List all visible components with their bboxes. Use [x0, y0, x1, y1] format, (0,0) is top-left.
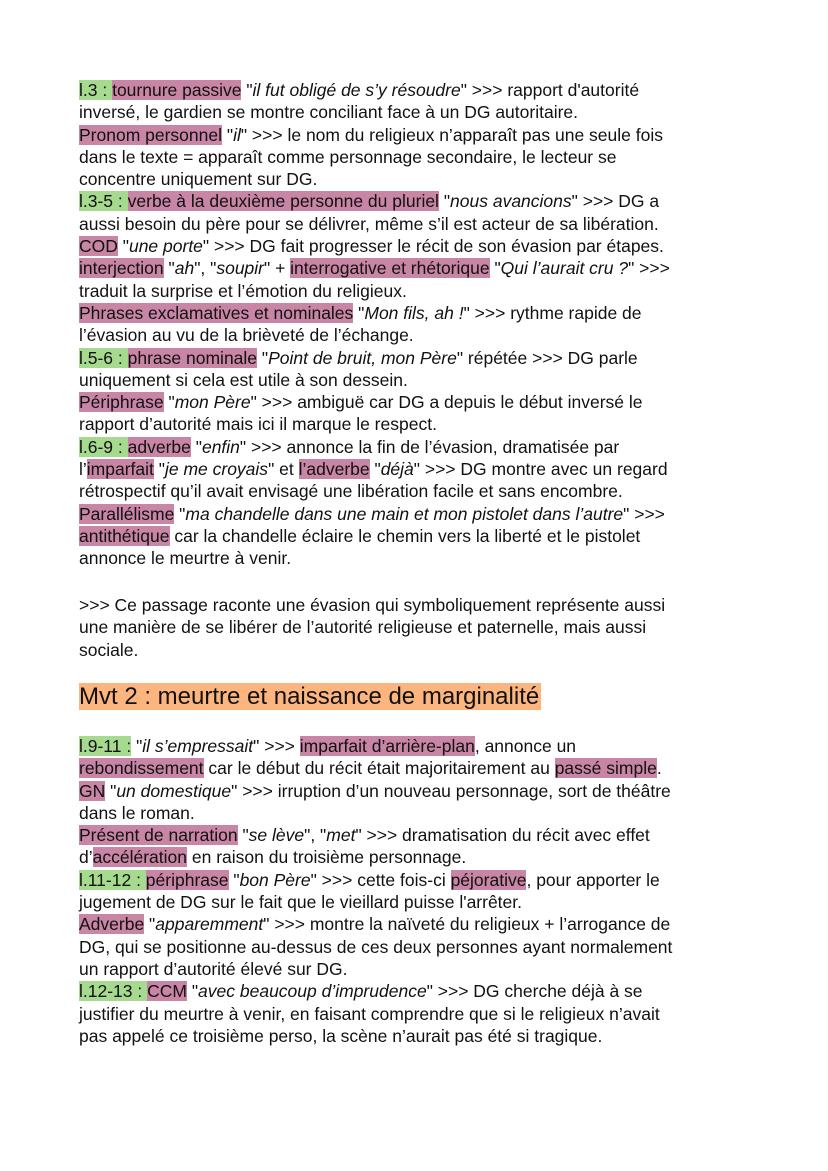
grammar-term-highlight: péjorative: [450, 869, 527, 890]
text-segment: ": [241, 80, 253, 100]
text-segment: ": [353, 302, 365, 323]
grammar-term-highlight: Pronom personnel: [79, 124, 222, 145]
text-line: [79, 213, 759, 235]
quotation-text: soupir: [216, 258, 265, 279]
grammar-term-highlight: GN: [79, 780, 106, 801]
movement-1-analysis: [79, 79, 759, 570]
grammar-term-highlight: accélération: [92, 847, 187, 868]
text-segment: ": [131, 736, 143, 756]
text-segment: l’évasion au vu de la brièveté de l’échange.: [79, 325, 414, 346]
text-line: [79, 324, 759, 346]
text-segment: ": [228, 869, 240, 890]
text-segment: " >>> montre la naïveté du religieux + l’arrogance de: [263, 914, 671, 935]
text-segment: ": [489, 258, 501, 279]
grammar-term-highlight: l’adverbe: [298, 459, 370, 480]
text-segment: " répétée >>> DG parle: [456, 347, 638, 368]
text-line: [79, 757, 759, 779]
text-line: [79, 1025, 759, 1047]
quotation-text: enfin: [201, 436, 240, 457]
text-line: [79, 190, 759, 212]
text-segment: >>> Ce passage raconte une évasion qui symboliquement représente aussi: [79, 595, 666, 615]
grammar-term-highlight: Présent de narration: [79, 825, 238, 846]
text-segment: ": [438, 191, 451, 212]
quotation-text: il: [233, 124, 241, 145]
text-line: [79, 391, 759, 413]
grammar-term-highlight: verbe à la deuxième personne du pluriel: [127, 191, 439, 212]
text-segment: " >>> DG a: [571, 191, 660, 212]
grammar-term-highlight: Parallélisme: [79, 503, 175, 524]
text-segment: ": [105, 780, 117, 801]
quotation-text: déjà: [380, 459, 414, 480]
grammar-term-highlight: antithétique: [79, 525, 170, 546]
text-line: [79, 235, 759, 257]
text-line: [79, 436, 759, 458]
quotation-text: je me croyais: [164, 459, 269, 480]
grammar-term-highlight: phrase nominale: [127, 347, 258, 368]
quotation-text: nous avancions: [450, 191, 572, 212]
quotation-text: Mon fils, ah !: [364, 302, 464, 323]
text-segment: , annonce un: [474, 736, 577, 756]
line-reference-highlight: l.6-9 :: [79, 436, 128, 457]
quotation-text: bon Père: [239, 869, 311, 890]
text-segment: " >>>: [628, 258, 670, 279]
text-line: [79, 168, 759, 190]
text-line: [79, 846, 759, 868]
movement-2-analysis: [79, 735, 759, 1047]
text-line: [79, 79, 759, 101]
grammar-term-highlight: tournure passive: [112, 80, 242, 100]
text-segment: ": [257, 347, 269, 368]
grammar-term-highlight: rebondissement: [79, 758, 204, 779]
text-line: [79, 639, 759, 661]
text-segment: ", ": [194, 258, 217, 279]
text-line: [79, 594, 759, 616]
text-line: [79, 280, 759, 302]
text-segment: pas appelé ce troisième perso, la scène n’aurait pas été si tragique.: [79, 1025, 603, 1046]
quotation-text: met: [326, 825, 356, 846]
quotation-text: se lève: [248, 825, 305, 846]
quotation-text: un domestique: [116, 780, 232, 801]
text-line: [79, 1003, 759, 1025]
grammar-term-highlight: interjection: [79, 258, 164, 279]
text-line: [79, 891, 759, 913]
quotation-text: Point de bruit, mon Père: [268, 347, 457, 368]
line-reference-highlight: l.11-12 :: [79, 869, 146, 890]
line-reference-highlight: l.12-13 :: [79, 981, 148, 1002]
text-line: [79, 735, 759, 757]
grammar-term-highlight: Périphrase: [79, 392, 164, 413]
text-line: [79, 547, 759, 569]
text-segment: , pour apporter le: [526, 869, 660, 890]
text-segment: " >>>: [253, 736, 300, 756]
text-line: [79, 101, 759, 123]
text-segment: aussi besoin du père pour se délivrer, même s’il est acteur de sa libération.: [79, 213, 659, 234]
text-segment: " >>> DG montre avec un regard: [413, 459, 668, 480]
grammar-term-highlight: périphrase: [145, 869, 229, 890]
text-line: [79, 913, 759, 935]
text-segment: ": [153, 459, 165, 480]
grammar-term-highlight: CCM: [147, 981, 187, 1002]
line-reference-highlight: l.3 :: [79, 80, 113, 100]
text-line: [79, 980, 759, 1002]
text-segment: " >>> rapport d'autorité: [460, 80, 640, 100]
text-segment: rapport d’autorité mais ici il marque le respect.: [79, 414, 437, 435]
grammar-term-highlight: Phrases exclamatives et nominales: [79, 302, 354, 323]
text-line: [79, 124, 759, 146]
grammar-term-highlight: interrogative et rhétorique: [290, 258, 490, 279]
quotation-text: une porte: [128, 236, 203, 257]
text-segment: " >>> DG cherche déjà à se: [426, 981, 643, 1002]
text-segment: d’: [79, 847, 93, 868]
text-segment: " >>>: [623, 503, 665, 524]
grammar-term-highlight: passé simple: [554, 758, 657, 779]
text-segment: annonce le meurtre à venir.: [79, 548, 292, 569]
line-reference-highlight: l.5-6 :: [79, 347, 128, 368]
quotation-text: mon Père: [174, 392, 251, 413]
text-segment: une manière de se libérer de l’autorité religieuse et paternelle, mais aussi: [79, 617, 647, 638]
text-segment: " et: [268, 459, 299, 480]
grammar-term-highlight: Adverbe: [79, 914, 145, 935]
text-segment: ": [369, 459, 381, 480]
grammar-term-highlight: COD: [79, 236, 118, 257]
text-segment: " >>> le nom du religieux n’apparaît pas une seule fois: [240, 124, 663, 145]
movement-1-summary: [79, 594, 759, 661]
text-line: [79, 458, 759, 480]
text-segment: l’: [79, 459, 87, 480]
text-segment: sociale.: [79, 639, 139, 660]
text-segment: ": [163, 392, 175, 413]
text-line: [79, 302, 759, 324]
text-segment: inversé, le gardien se montre conciliant face à un DG autoritaire.: [79, 102, 579, 123]
text-line: [79, 780, 759, 802]
grammar-term-highlight: imparfait d’arrière-plan: [299, 736, 475, 756]
text-line: [79, 936, 759, 958]
text-segment: car la chandelle éclaire le chemin vers la liberté et le pistolet: [169, 525, 641, 546]
text-segment: " >>> rythme rapide de: [463, 302, 642, 323]
quotation-text: ma chandelle dans une main et mon pistolet dans l’autre: [185, 503, 624, 524]
section-heading-text: Mvt 2 : meurtre et naissance de marginalité: [79, 683, 540, 710]
text-line: [79, 525, 759, 547]
text-segment: " >>> annonce la fin de l’évasion, dramatisée par: [239, 436, 620, 457]
text-segment: en raison du troisième personnage.: [187, 847, 467, 868]
text-segment: ": [222, 124, 234, 145]
text-line: [79, 413, 759, 435]
text-segment: " >>> DG fait progresser le récit de son évasion par étapes.: [202, 236, 664, 257]
text-line: [79, 958, 759, 980]
text-segment: traduit la surprise et l’émotion du religieux.: [79, 280, 407, 301]
quotation-text: apparemment: [155, 914, 264, 935]
text-line: [79, 347, 759, 369]
quotation-text: Qui l’aurait cru ?: [500, 258, 629, 279]
text-line: [79, 503, 759, 525]
text-line: [79, 802, 759, 824]
text-line: [79, 616, 759, 638]
grammar-term-highlight: imparfait: [86, 459, 154, 480]
text-segment: ": [186, 981, 199, 1002]
section-heading: [79, 680, 541, 714]
text-segment: ": [237, 825, 249, 846]
text-segment: ": [163, 258, 175, 279]
text-segment: jugement de DG sur le fait que le vieillard puisse l'arrêter.: [79, 892, 523, 913]
text-line: [79, 257, 759, 279]
text-segment: DG, qui se positionne au-dessus de ces deux personnes ayant normalement: [79, 936, 673, 957]
text-segment: " >>> cette fois-ci: [310, 869, 451, 890]
text-line: [79, 824, 759, 846]
quotation-text: avec beaucoup d’imprudence: [198, 981, 427, 1002]
line-reference-highlight: l.3-5 :: [79, 191, 128, 212]
text-line: [79, 146, 759, 168]
text-line: [79, 869, 759, 891]
text-segment: " >>> dramatisation du récit avec effet: [355, 825, 650, 846]
text-segment: .: [656, 758, 662, 779]
line-reference-highlight: l.9-11 :: [79, 736, 132, 756]
text-segment: concentre uniquement sur DG.: [79, 169, 318, 190]
text-segment: " +: [264, 258, 291, 279]
text-segment: car le début du récit était majoritairement au: [203, 758, 555, 779]
text-line: [79, 480, 759, 502]
text-segment: " >>> irruption d’un nouveau personnage, sort de théâtre: [231, 780, 671, 801]
text-segment: ": [174, 503, 186, 524]
text-segment: dans le texte = apparaît comme personnage secondaire, le lecteur se: [79, 146, 617, 167]
text-line: [79, 369, 759, 391]
text-segment: ": [144, 914, 156, 935]
text-segment: uniquement si cela est utile à son dessein.: [79, 369, 408, 390]
text-segment: ": [117, 236, 129, 257]
quotation-text: il s’empressait: [142, 736, 254, 756]
grammar-term-highlight: adverbe: [127, 436, 191, 457]
text-segment: rétrospectif qu’il avait envisagé une libération facile et sans encombre.: [79, 481, 623, 502]
quotation-text: il fut obligé de s’y résoudre: [252, 80, 461, 100]
text-segment: un rapport d’autorité élevé sur DG.: [79, 958, 348, 979]
text-segment: " >>> ambiguë car DG a depuis le début inversé le: [250, 392, 643, 413]
text-segment: justifier du meurtre à venir, en faisant comprendre que si le religieux n’avait: [79, 1003, 660, 1024]
text-segment: ": [190, 436, 202, 457]
quotation-text: ah: [174, 258, 195, 279]
text-segment: ", ": [304, 825, 327, 846]
text-segment: dans le roman.: [79, 802, 195, 823]
